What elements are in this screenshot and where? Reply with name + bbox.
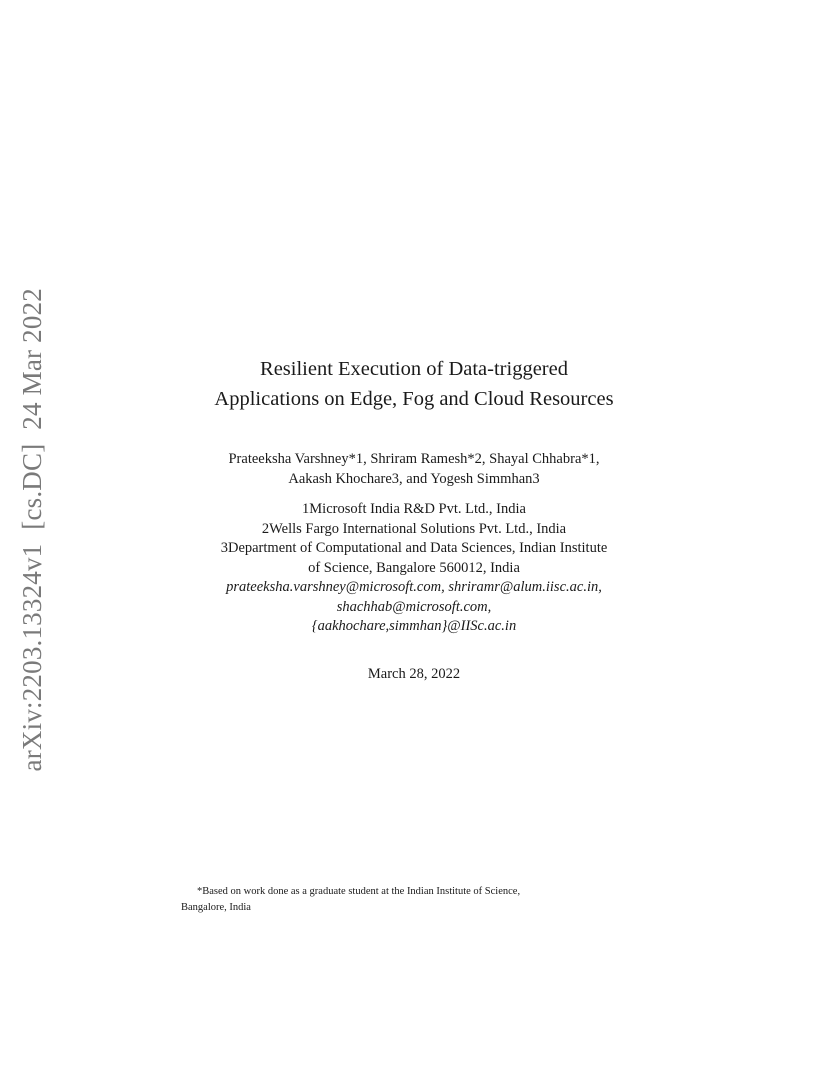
affiliation-2: 2Wells Fargo International Solutions Pvt. Ltd., India xyxy=(261,520,567,537)
footnote xyxy=(181,884,651,916)
arxiv-identifier: arXiv:2203.13324v1 [cs.DC] 24 Mar 2022 xyxy=(17,288,47,772)
title-line-2: Applications on Edge, Fog and Cloud Resources xyxy=(214,388,614,410)
authors-line-2: Aakash Khochare3, and Yogesh Simmhan3 xyxy=(288,471,540,487)
affiliation-3-line-1: 3Department of Computational and Data Sciences, Indian Institute xyxy=(220,540,608,556)
title-line-1: Resilient Execution of Data-triggered xyxy=(260,358,568,380)
email-line-2: shachhab@microsoft.com, xyxy=(336,598,492,615)
paper-title xyxy=(0,354,828,414)
affiliations xyxy=(0,500,828,637)
affiliation-1: 1Microsoft India R&D Pvt. Ltd., India xyxy=(302,501,526,517)
affiliation-3-line-2: of Science, Bangalore 560012, India xyxy=(308,559,520,576)
email-line-1: prateeksha.varshney@microsoft.com, shriramr@alum.iisc.ac.in, xyxy=(226,579,602,595)
author-list xyxy=(0,449,828,489)
footnote-line-2: Bangalore, India xyxy=(181,902,251,913)
authors-line-1: Prateeksha Varshney*1, Shriram Ramesh*2, Shayal Chhabra*1, xyxy=(228,451,600,467)
footnote-line-1: *Based on work done as a graduate student at the Indian Institute of Science, xyxy=(197,886,521,897)
publication-date: March 28, 2022 xyxy=(367,666,461,682)
email-line-3: {aakhochare,simmhan}@IISc.ac.in xyxy=(311,618,517,634)
